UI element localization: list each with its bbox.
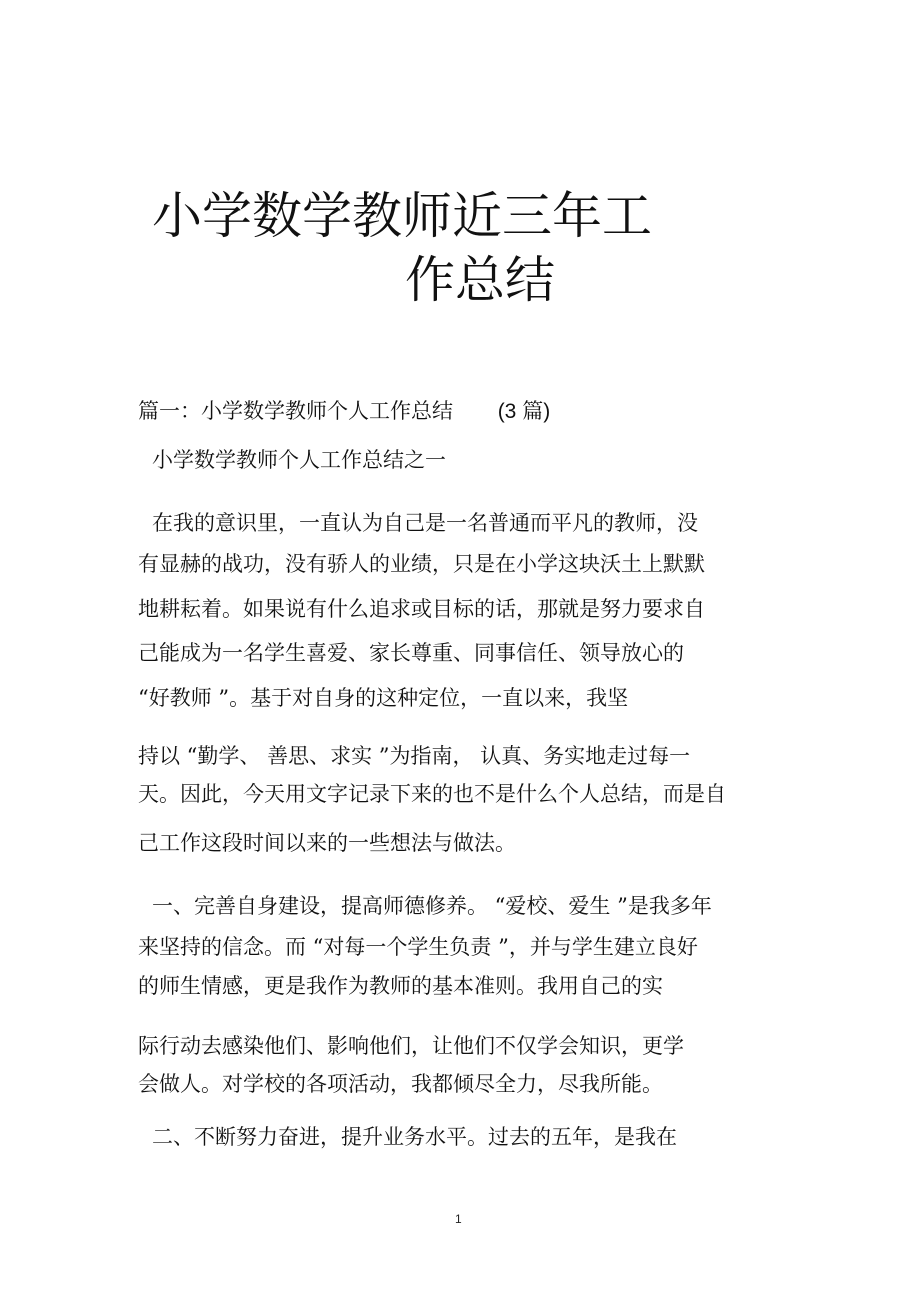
- document-title-line-1: 小学数学教师近三年工: [152, 187, 652, 245]
- paragraph-line: 有显赫的战功，没有骄人的业绩，只是在小学这块沃土上默默: [138, 552, 705, 576]
- paragraph-line: 己工作这段时间以来的一些想法与做法。: [138, 831, 516, 855]
- paragraph-line: 在我的意识里，一直认为自己是一名普通而平凡的教师，没: [152, 511, 698, 535]
- paragraph-line: 际行动去感染他们、影响他们，让他们不仅学会知识，更学: [138, 1034, 684, 1058]
- paragraph-line: 二、不断努力奋进，提升业务水平。过去的五年，是我在: [152, 1125, 677, 1149]
- page-number: 1: [455, 1212, 462, 1226]
- section-heading-label: 篇一：小学数学教师个人工作总结: [138, 399, 453, 423]
- paragraph-line: 地耕耘着。如果说有什么追求或目标的话，那就是努力要求自: [138, 597, 705, 621]
- section-heading: [138, 398, 550, 425]
- document-title-line-2: 作总结: [405, 251, 555, 309]
- section-heading-count: (3 篇): [497, 400, 551, 423]
- paragraph-line: 会做人。对学校的各项活动，我都倾尽全力，尽我所能。: [138, 1072, 663, 1096]
- paragraph-line: 天。因此，今天用文字记录下来的也不是什么个人总结，而是自: [138, 782, 726, 806]
- paragraph-line: 一、完善自身建设，提高师德修养。 “爱校、爱生 ”是我多年: [152, 894, 712, 918]
- paragraph-line: 持以 “勤学、 善思、求实 ”为指南， 认真、务实地走过每一: [138, 744, 691, 768]
- paragraph-line: 来坚持的信念。而 “对每一个学生负责 ”，并与学生建立良好: [138, 935, 698, 959]
- paragraph-line: 的师生情感，更是我作为教师的基本准则。我用自己的实: [138, 974, 663, 998]
- paragraph-line: “好教师 ”。基于对自身的这种定位，一直以来，我坚: [138, 686, 629, 710]
- subheading: 小学数学教师个人工作总结之一: [152, 448, 446, 472]
- paragraph-line: 己能成为一名学生喜爱、家长尊重、同事信任、领导放心的: [138, 641, 684, 665]
